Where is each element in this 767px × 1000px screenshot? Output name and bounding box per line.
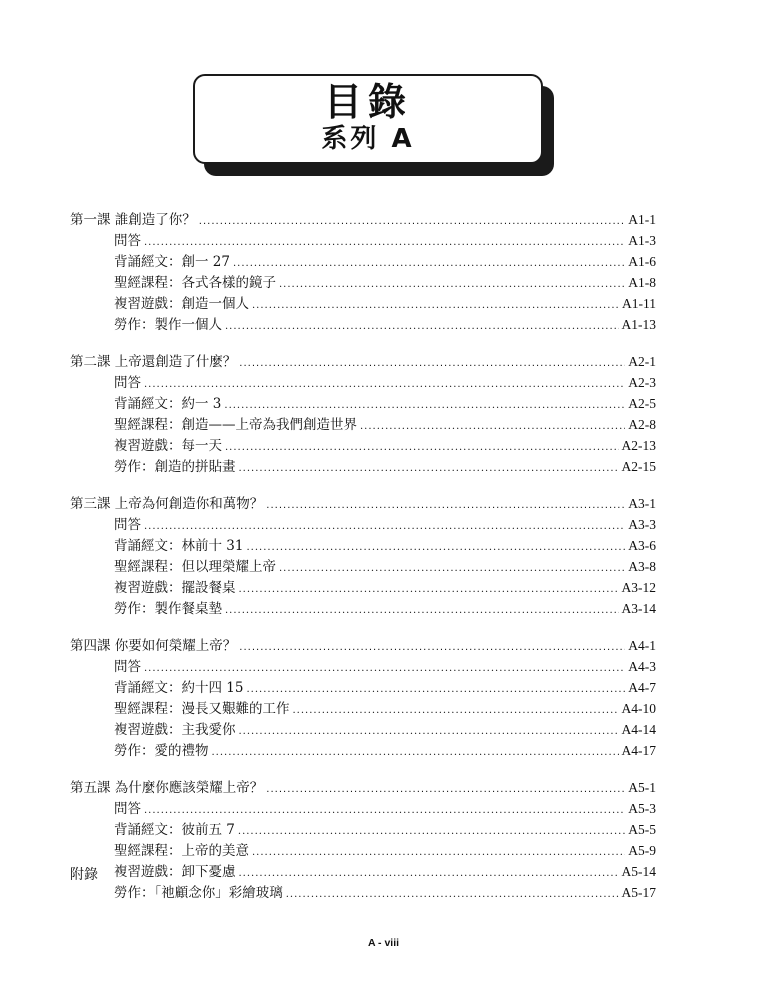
dot-leader — [239, 862, 619, 876]
lesson-section — [70, 776, 656, 902]
dot-leader — [144, 515, 625, 529]
toc-entry-label: 聖經課程：創造——上帝為我們創造世界 — [114, 417, 357, 433]
toc-item-row[interactable] — [70, 313, 656, 334]
lesson-heading-row[interactable] — [70, 492, 656, 513]
toc-item-row[interactable] — [70, 797, 656, 818]
toc-page-number: A2-13 — [621, 438, 656, 453]
toc-item-row[interactable] — [70, 881, 656, 902]
toc-entry-label: 第五課 為什麼你應該榮耀上帝？ — [70, 780, 264, 796]
toc-page-number: A1-1 — [628, 212, 656, 227]
table-of-contents — [70, 208, 656, 918]
toc-entry-label: 問答 — [114, 659, 141, 675]
toc-page-number: A4-7 — [628, 680, 656, 695]
page-number-footer: A - viii — [367, 937, 400, 949]
dot-leader — [286, 883, 619, 897]
toc-entry-label: 第四課 你要如何榮耀上帝？ — [70, 638, 237, 654]
dot-leader — [246, 536, 625, 550]
toc-item-row[interactable] — [70, 455, 656, 476]
toc-item-row[interactable] — [70, 292, 656, 313]
lesson-heading-row[interactable] — [70, 208, 656, 229]
dot-leader — [246, 678, 625, 692]
lesson-section — [70, 634, 656, 760]
toc-page-number: A4-3 — [628, 659, 656, 674]
dot-leader — [252, 841, 625, 855]
toc-item-row[interactable] — [70, 434, 656, 455]
toc-item-row[interactable] — [70, 250, 656, 271]
toc-entry-label: 背誦經文：約十四 15 — [114, 680, 244, 696]
toc-page-number: A5-14 — [621, 864, 656, 879]
dot-leader — [266, 778, 625, 792]
series-subtitle: 系列 A — [321, 124, 415, 154]
toc-item-row[interactable] — [70, 534, 656, 555]
toc-entry-label: 聖經課程：但以理榮耀上帝 — [114, 559, 276, 575]
toc-entry-label: 問答 — [114, 517, 141, 533]
toc-page-number: A2-15 — [621, 459, 656, 474]
dot-leader — [266, 494, 625, 508]
toc-entry-label: 問答 — [114, 233, 141, 249]
dot-leader — [225, 315, 619, 329]
toc-entry-label: 複習遊戲：創造一個人 — [114, 296, 249, 312]
toc-page-number: A5-9 — [628, 843, 656, 858]
toc-page-number: A3-6 — [628, 538, 656, 553]
toc-page-number: A4-10 — [621, 701, 656, 716]
lesson-section — [70, 350, 656, 476]
toc-page-number: A3-12 — [621, 580, 656, 595]
toc-item-row[interactable] — [70, 371, 656, 392]
toc-item-row[interactable] — [70, 655, 656, 676]
toc-entry-label: 勞作：製作餐桌墊 — [114, 601, 222, 617]
toc-entry-label: 問答 — [114, 375, 141, 391]
dot-leader — [239, 636, 625, 650]
dot-leader — [360, 415, 625, 429]
toc-item-row[interactable] — [70, 392, 656, 413]
toc-entry-label: 聖經課程：漫長又艱難的工作 — [114, 701, 290, 717]
lesson-heading-row[interactable] — [70, 634, 656, 655]
lesson-section — [70, 208, 656, 334]
dot-leader — [239, 720, 619, 734]
toc-item-row[interactable] — [70, 739, 656, 760]
dot-leader — [225, 436, 619, 450]
toc-entry-label: 問答 — [114, 801, 141, 817]
toc-entry-label: 背誦經文：約一 3 — [114, 396, 222, 412]
dot-leader — [238, 820, 625, 834]
toc-page-number: A1-8 — [628, 275, 656, 290]
dot-leader — [144, 799, 625, 813]
title-box — [193, 74, 543, 164]
toc-entry-label: 勞作：「祂顧念你」彩繪玻璃 — [114, 885, 283, 901]
toc-entry-label: 第二課 上帝還創造了什麼？ — [70, 354, 237, 370]
toc-page-number: A5-3 — [628, 801, 656, 816]
toc-item-row[interactable] — [70, 718, 656, 739]
toc-page-number: A2-5 — [628, 396, 656, 411]
toc-page-number: A1-3 — [628, 233, 656, 248]
toc-page-number: A5-1 — [628, 780, 656, 795]
toc-item-row[interactable] — [70, 576, 656, 597]
toc-entry-label: 背誦經文：彼前五 7 — [114, 822, 235, 838]
toc-entry-label: 聖經課程：上帝的美意 — [114, 843, 249, 859]
dot-leader — [279, 557, 625, 571]
toc-entry-label: 複習遊戲：擺設餐桌 — [114, 580, 236, 596]
dot-leader — [212, 741, 619, 755]
toc-entry-label: 勞作：愛的禮物 — [114, 743, 209, 759]
dot-leader — [239, 352, 625, 366]
toc-page-number: A3-14 — [621, 601, 656, 616]
toc-item-row[interactable] — [70, 597, 656, 618]
toc-page-number: A1-6 — [628, 254, 656, 269]
toc-page-number: A1-11 — [622, 296, 656, 311]
toc-page-number: A5-17 — [621, 885, 656, 900]
toc-page-number: A2-3 — [628, 375, 656, 390]
toc-page-number: A3-8 — [628, 559, 656, 574]
toc-entry-label: 背誦經文：林前十 31 — [114, 538, 244, 554]
appendix-heading: 附錄 — [70, 867, 98, 883]
toc-item-row[interactable] — [70, 513, 656, 534]
page-title: 目錄 — [323, 80, 412, 124]
toc-item-row[interactable] — [70, 818, 656, 839]
dot-leader — [279, 273, 625, 287]
toc-item-row[interactable] — [70, 413, 656, 434]
toc-entry-label: 複習遊戲：卸下憂慮 — [114, 864, 236, 880]
toc-page-number: A5-5 — [628, 822, 656, 837]
toc-entry-label: 勞作：製作一個人 — [114, 317, 222, 333]
dot-leader — [144, 657, 625, 671]
toc-page-number: A3-1 — [628, 496, 656, 511]
toc-item-row[interactable] — [70, 697, 656, 718]
dot-leader — [144, 231, 625, 245]
toc-entry-label: 複習遊戲：每一天 — [114, 438, 222, 454]
dot-leader — [233, 252, 625, 266]
toc-page-number: A1-13 — [621, 317, 656, 332]
toc-item-row[interactable] — [70, 860, 656, 881]
lesson-heading-row[interactable] — [70, 776, 656, 797]
toc-entry-label: 勞作：創造的拼貼畫 — [114, 459, 236, 475]
dot-leader — [225, 599, 619, 613]
toc-entry-label: 聖經課程：各式各樣的鏡子 — [114, 275, 276, 291]
toc-page-number: A4-14 — [621, 722, 656, 737]
dot-leader — [199, 210, 625, 224]
dot-leader — [252, 294, 619, 308]
toc-entry-label: 複習遊戲：主我愛你 — [114, 722, 236, 738]
dot-leader — [293, 699, 619, 713]
toc-page-number: A2-1 — [628, 354, 656, 369]
lesson-heading-row[interactable] — [70, 350, 656, 371]
toc-item-row[interactable] — [70, 229, 656, 250]
toc-entry-label: 第三課 上帝為何創造你和萬物？ — [70, 496, 264, 512]
dot-leader — [239, 457, 619, 471]
toc-item-row[interactable] — [70, 271, 656, 292]
toc-page-number: A4-1 — [628, 638, 656, 653]
dot-leader — [144, 373, 625, 387]
dot-leader — [224, 394, 625, 408]
toc-item-row[interactable] — [70, 555, 656, 576]
toc-entry-label: 第一課 誰創造了你？ — [70, 212, 196, 228]
toc-item-row[interactable] — [70, 839, 656, 860]
toc-page-number: A2-8 — [628, 417, 656, 432]
dot-leader — [239, 578, 619, 592]
toc-page-number: A3-3 — [628, 517, 656, 532]
toc-page-number: A4-17 — [621, 743, 656, 758]
lesson-section — [70, 492, 656, 618]
toc-item-row[interactable] — [70, 676, 656, 697]
toc-entry-label: 背誦經文：創一 27 — [114, 254, 230, 270]
